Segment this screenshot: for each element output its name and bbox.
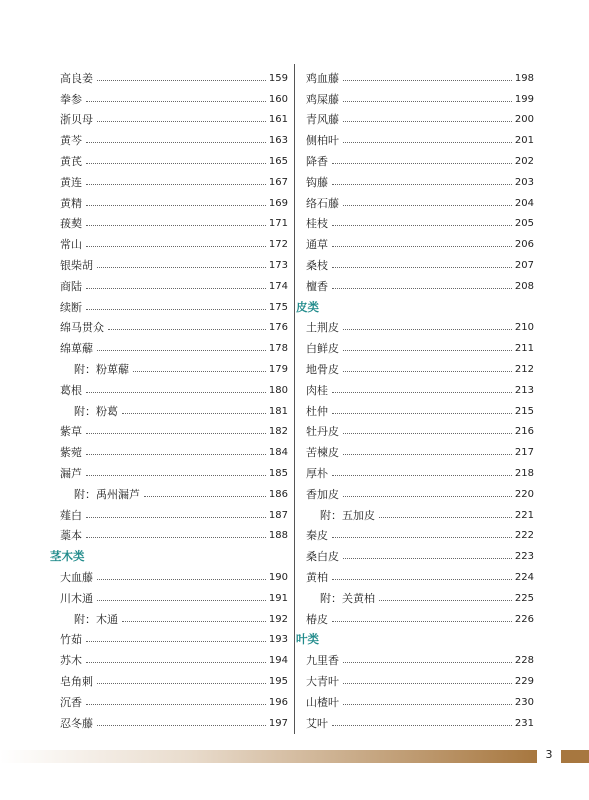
toc-entry[interactable]	[60, 563, 288, 584]
toc-entry-page: 193	[268, 634, 288, 646]
toc-entry-page: 224	[514, 571, 534, 583]
toc-entry-title: 附：粉萆薢	[74, 362, 129, 376]
toc-entry-page: 169	[268, 197, 288, 209]
toc-entry-title: 钩藤	[306, 175, 328, 189]
dot-leader	[108, 328, 266, 330]
toc-entry[interactable]	[60, 126, 288, 147]
toc-entry-page: 163	[268, 135, 288, 147]
toc-entry-title: 杜仲	[306, 404, 328, 418]
toc-entry-title: 侧柏叶	[306, 134, 339, 148]
toc-entry[interactable]	[306, 501, 534, 522]
toc-entry-page: 184	[268, 447, 288, 459]
toc-entry-page: 190	[268, 571, 288, 583]
toc-entry-title: 苏木	[60, 654, 82, 668]
toc-entry-title: 土荆皮	[306, 321, 339, 335]
section-heading	[296, 293, 534, 314]
toc-entry-page: 212	[514, 363, 534, 375]
dot-leader	[86, 516, 266, 518]
toc-entry-title: 附：关黄柏	[320, 591, 375, 605]
toc-entry-title: 桂枝	[306, 217, 328, 231]
toc-entry[interactable]	[306, 522, 534, 543]
dot-leader	[86, 100, 266, 102]
section-heading-label: 皮类	[296, 299, 319, 314]
toc-entry[interactable]	[60, 688, 288, 709]
dot-leader	[343, 432, 512, 434]
toc-entry-page: 192	[268, 613, 288, 625]
toc-entry-title: 鸡屎藤	[306, 92, 339, 106]
dot-leader	[343, 79, 512, 81]
dot-leader	[343, 370, 512, 372]
dot-leader	[343, 495, 512, 497]
toc-entry[interactable]	[306, 584, 534, 605]
toc-entry-title: 沉香	[60, 695, 82, 709]
dot-leader	[86, 308, 266, 310]
toc-entry-title: 青风藤	[306, 113, 339, 127]
toc-entry-title: 秦皮	[306, 529, 328, 543]
toc-entry[interactable]	[306, 709, 534, 730]
toc-entry[interactable]	[306, 397, 534, 418]
toc-entry[interactable]	[306, 418, 534, 439]
dot-leader	[332, 578, 512, 580]
toc-entry[interactable]	[60, 64, 288, 85]
toc-entry-title: 附：五加皮	[320, 508, 375, 522]
toc-entry-title: 大青叶	[306, 674, 339, 688]
toc-entry[interactable]	[60, 334, 288, 355]
toc-entry-title: 拳参	[60, 92, 82, 106]
dot-leader	[97, 599, 266, 601]
toc-entry[interactable]	[60, 646, 288, 667]
toc-entry[interactable]	[306, 189, 534, 210]
toc-entry-page: 179	[268, 363, 288, 375]
dot-leader	[86, 204, 266, 206]
toc-entry-page: 171	[268, 218, 288, 230]
dot-leader	[343, 328, 512, 330]
dot-leader	[97, 79, 266, 81]
dot-leader	[343, 453, 512, 455]
section-heading	[50, 542, 288, 564]
toc-entry-title: 黄连	[60, 175, 82, 189]
toc-entry[interactable]	[306, 251, 534, 272]
toc-entry-title: 白鲜皮	[306, 342, 339, 356]
toc-entry-page: 191	[268, 592, 288, 604]
toc-entry-title: 绵萆薢	[60, 342, 93, 356]
toc-entry-title: 降香	[306, 154, 328, 168]
toc-entry-page: 181	[268, 405, 288, 417]
toc-entry[interactable]	[60, 459, 288, 480]
dot-leader	[379, 516, 512, 518]
toc-entry[interactable]	[306, 542, 534, 563]
toc-entry[interactable]	[306, 605, 534, 626]
toc-entry-page: 231	[514, 717, 534, 729]
toc-entry[interactable]	[306, 438, 534, 459]
toc-entry-page: 210	[514, 322, 534, 334]
dot-leader	[332, 536, 512, 538]
dot-leader	[332, 474, 512, 476]
toc-entry[interactable]	[306, 355, 534, 376]
toc-entry[interactable]	[60, 522, 288, 543]
toc-entry-title: 檀香	[306, 279, 328, 293]
dot-leader	[86, 536, 266, 538]
dot-leader	[86, 224, 266, 226]
toc-entry[interactable]	[60, 355, 288, 376]
toc-entry-title: 紫草	[60, 425, 82, 439]
toc-entry[interactable]	[306, 459, 534, 480]
dot-leader	[332, 287, 512, 289]
toc-entry[interactable]	[306, 230, 534, 251]
toc-entry-title: 商陆	[60, 279, 82, 293]
toc-entry-title: 桑白皮	[306, 550, 339, 564]
toc-entry[interactable]	[306, 272, 534, 293]
toc-entry[interactable]	[60, 189, 288, 210]
toc-entry-title: 肉桂	[306, 383, 328, 397]
dot-leader	[343, 100, 512, 102]
dot-leader	[122, 620, 266, 622]
toc-entry[interactable]	[306, 480, 534, 501]
dot-leader	[332, 620, 512, 622]
toc-entry-page: 160	[268, 93, 288, 105]
toc-entry-title: 绵马贯众	[60, 321, 104, 335]
toc-entry-title: 厚朴	[306, 466, 328, 480]
toc-entry-title: 川木通	[60, 591, 93, 605]
section-heading-label: 叶类	[296, 632, 319, 647]
dot-leader	[343, 661, 512, 663]
dot-leader	[343, 557, 512, 559]
dot-leader	[97, 682, 266, 684]
toc-entry-title: 附：粉葛	[74, 404, 118, 418]
column-divider	[294, 64, 295, 734]
toc-entry-page: 198	[514, 72, 534, 84]
toc-entry-page: 167	[268, 176, 288, 188]
toc-entry-page: 182	[268, 426, 288, 438]
toc-entry-page: 215	[514, 405, 534, 417]
toc-entry-page: 202	[514, 155, 534, 167]
toc-entry-title: 菝葜	[60, 217, 82, 231]
toc-entry-title: 黄芪	[60, 154, 82, 168]
toc-entry-title: 竹茹	[60, 633, 82, 647]
toc-entry-page: 207	[514, 259, 534, 271]
toc-entry-title: 高良姜	[60, 71, 93, 85]
toc-entry-page: 221	[514, 509, 534, 521]
dot-leader	[86, 432, 266, 434]
toc-entry-title: 漏芦	[60, 466, 82, 480]
toc-entry-title: 络石藤	[306, 196, 339, 210]
toc-entry[interactable]	[60, 605, 288, 626]
toc-entry-page: 174	[268, 280, 288, 292]
toc-entry-page: 213	[514, 384, 534, 396]
toc-entry-page: 165	[268, 155, 288, 167]
toc-entry-title: 鸡血藤	[306, 71, 339, 85]
toc-entry-page: 217	[514, 447, 534, 459]
toc-entry-page: 199	[514, 93, 534, 105]
toc-entry-title: 通草	[306, 238, 328, 252]
toc-entry[interactable]	[306, 210, 534, 231]
toc-entry-title: 艾叶	[306, 716, 328, 730]
toc-entry[interactable]	[60, 709, 288, 730]
toc-entry-title: 苦楝皮	[306, 446, 339, 460]
toc-entry-page: 173	[268, 259, 288, 271]
toc-entry-page: 188	[268, 530, 288, 542]
toc-entry-page: 201	[514, 135, 534, 147]
dot-leader	[379, 599, 512, 601]
dot-leader	[97, 266, 266, 268]
toc-entry[interactable]	[306, 106, 534, 127]
section-heading-label: 茎木类	[50, 549, 85, 564]
toc-entry[interactable]	[60, 397, 288, 418]
toc-entry[interactable]	[60, 85, 288, 106]
dot-leader	[86, 287, 266, 289]
toc-entry-page: 223	[514, 551, 534, 563]
toc-entry-page: 203	[514, 176, 534, 188]
toc-entry-page: 196	[268, 696, 288, 708]
toc-entry-page: 225	[514, 592, 534, 604]
toc-entry[interactable]	[60, 314, 288, 335]
dot-leader	[343, 141, 512, 143]
toc-entry[interactable]	[60, 376, 288, 397]
dot-leader	[97, 349, 266, 351]
toc-entry[interactable]	[60, 230, 288, 251]
dot-leader	[343, 349, 512, 351]
dot-leader	[86, 391, 266, 393]
dot-leader	[332, 391, 512, 393]
toc-entry-title: 附：木通	[74, 612, 118, 626]
dot-leader	[86, 474, 266, 476]
toc-entry-page: 228	[514, 655, 534, 667]
toc-entry-title: 牡丹皮	[306, 425, 339, 439]
dot-leader	[332, 183, 512, 185]
toc-entry-title: 九里香	[306, 654, 339, 668]
toc-entry-title: 地骨皮	[306, 362, 339, 376]
toc-entry-page: 200	[514, 114, 534, 126]
toc-entry-page: 211	[514, 343, 534, 355]
toc-entry-title: 山楂叶	[306, 695, 339, 709]
toc-entry-page: 161	[268, 114, 288, 126]
toc-entry[interactable]	[306, 334, 534, 355]
toc-entry[interactable]	[60, 501, 288, 522]
toc-entry-title: 黄柏	[306, 570, 328, 584]
dot-leader	[133, 370, 266, 372]
toc-entry[interactable]	[306, 314, 534, 335]
toc-entry-title: 黄芩	[60, 134, 82, 148]
toc-entry-title: 藁本	[60, 529, 82, 543]
toc-entry-title: 续断	[60, 300, 82, 314]
dot-leader	[86, 703, 266, 705]
toc-entry[interactable]	[306, 168, 534, 189]
dot-leader	[144, 495, 266, 497]
toc-entry[interactable]	[60, 480, 288, 501]
dot-leader	[332, 245, 512, 247]
toc-entry[interactable]	[60, 147, 288, 168]
dot-leader	[332, 162, 512, 164]
footer-gradient-bar	[0, 750, 537, 763]
toc-entry[interactable]	[306, 85, 534, 106]
dot-leader	[122, 412, 266, 414]
toc-entry[interactable]	[306, 667, 534, 688]
dot-leader	[332, 224, 512, 226]
dot-leader	[332, 266, 512, 268]
toc-entry-title: 桑枝	[306, 258, 328, 272]
toc-entry-title: 附：禹州漏芦	[74, 487, 140, 501]
toc-entry-page: 186	[268, 488, 288, 500]
toc-entry-title: 银柴胡	[60, 258, 93, 272]
toc-entry-title: 香加皮	[306, 487, 339, 501]
toc-entry-title: 薤白	[60, 508, 82, 522]
toc-entry[interactable]	[60, 106, 288, 127]
toc-entry-title: 葛根	[60, 383, 82, 397]
dot-leader	[86, 453, 266, 455]
dot-leader	[343, 204, 512, 206]
toc-entry-page: 195	[268, 675, 288, 687]
toc-entry-page: 159	[268, 72, 288, 84]
toc-entry-title: 大血藤	[60, 570, 93, 584]
toc-entry-page: 208	[514, 280, 534, 292]
toc-entry-page: 185	[268, 467, 288, 479]
dot-leader	[86, 245, 266, 247]
toc-entry[interactable]	[60, 168, 288, 189]
toc-entry-title: 常山	[60, 238, 82, 252]
toc-entry-page: 206	[514, 239, 534, 251]
toc-entry[interactable]	[306, 64, 534, 85]
toc-entry-page: 216	[514, 426, 534, 438]
toc-entry[interactable]	[306, 563, 534, 584]
toc-entry-title: 浙贝母	[60, 113, 93, 127]
toc-entry[interactable]	[306, 688, 534, 709]
dot-leader	[343, 703, 512, 705]
toc-entry-page: 218	[514, 467, 534, 479]
section-heading	[296, 626, 534, 647]
dot-leader	[97, 578, 266, 580]
dot-leader	[97, 724, 266, 726]
toc-entry[interactable]	[60, 251, 288, 272]
toc-entry-page: 226	[514, 613, 534, 625]
dot-leader	[343, 120, 512, 122]
toc-entry-title: 紫菀	[60, 446, 82, 460]
toc-left-column	[50, 64, 288, 730]
footer-accent-block	[561, 750, 589, 763]
toc-entry-page: 204	[514, 197, 534, 209]
toc-entry-title: 椿皮	[306, 612, 328, 626]
toc-entry[interactable]	[306, 126, 534, 147]
toc-entry-title: 皂角刺	[60, 674, 93, 688]
toc-entry[interactable]	[60, 272, 288, 293]
toc-entry[interactable]	[306, 147, 534, 168]
toc-entry-page: 205	[514, 218, 534, 230]
dot-leader	[86, 141, 266, 143]
toc-entry-page: 220	[514, 488, 534, 500]
toc-entry[interactable]	[306, 376, 534, 397]
toc-entry-page: 178	[268, 343, 288, 355]
toc-entry-page: 176	[268, 322, 288, 334]
toc-entry[interactable]	[60, 418, 288, 439]
dot-leader	[86, 183, 266, 185]
dot-leader	[97, 120, 266, 122]
dot-leader	[343, 682, 512, 684]
toc-entry-title: 忍冬藤	[60, 716, 93, 730]
dot-leader	[86, 661, 266, 663]
toc-entry[interactable]	[60, 667, 288, 688]
toc-entry-page: 180	[268, 384, 288, 396]
dot-leader	[332, 724, 512, 726]
toc-entry[interactable]	[60, 584, 288, 605]
toc-entry[interactable]	[60, 293, 288, 314]
toc-entry-page: 172	[268, 239, 288, 251]
toc-entry-page: 194	[268, 655, 288, 667]
toc-entry-page: 175	[268, 301, 288, 313]
dot-leader	[332, 412, 512, 414]
toc-right-column	[296, 64, 534, 730]
toc-entry[interactable]	[60, 438, 288, 459]
toc-entry-page: 229	[514, 675, 534, 687]
toc-entry-page: 230	[514, 696, 534, 708]
dot-leader	[86, 162, 266, 164]
dot-leader	[86, 640, 266, 642]
toc-entry-page: 197	[268, 717, 288, 729]
toc-entry[interactable]	[306, 646, 534, 667]
toc-entry[interactable]	[60, 626, 288, 647]
page-number: 3	[545, 748, 553, 761]
toc-entry-page: 222	[514, 530, 534, 542]
toc-entry-title: 黄精	[60, 196, 82, 210]
toc-entry-page: 187	[268, 509, 288, 521]
toc-entry[interactable]	[60, 210, 288, 231]
